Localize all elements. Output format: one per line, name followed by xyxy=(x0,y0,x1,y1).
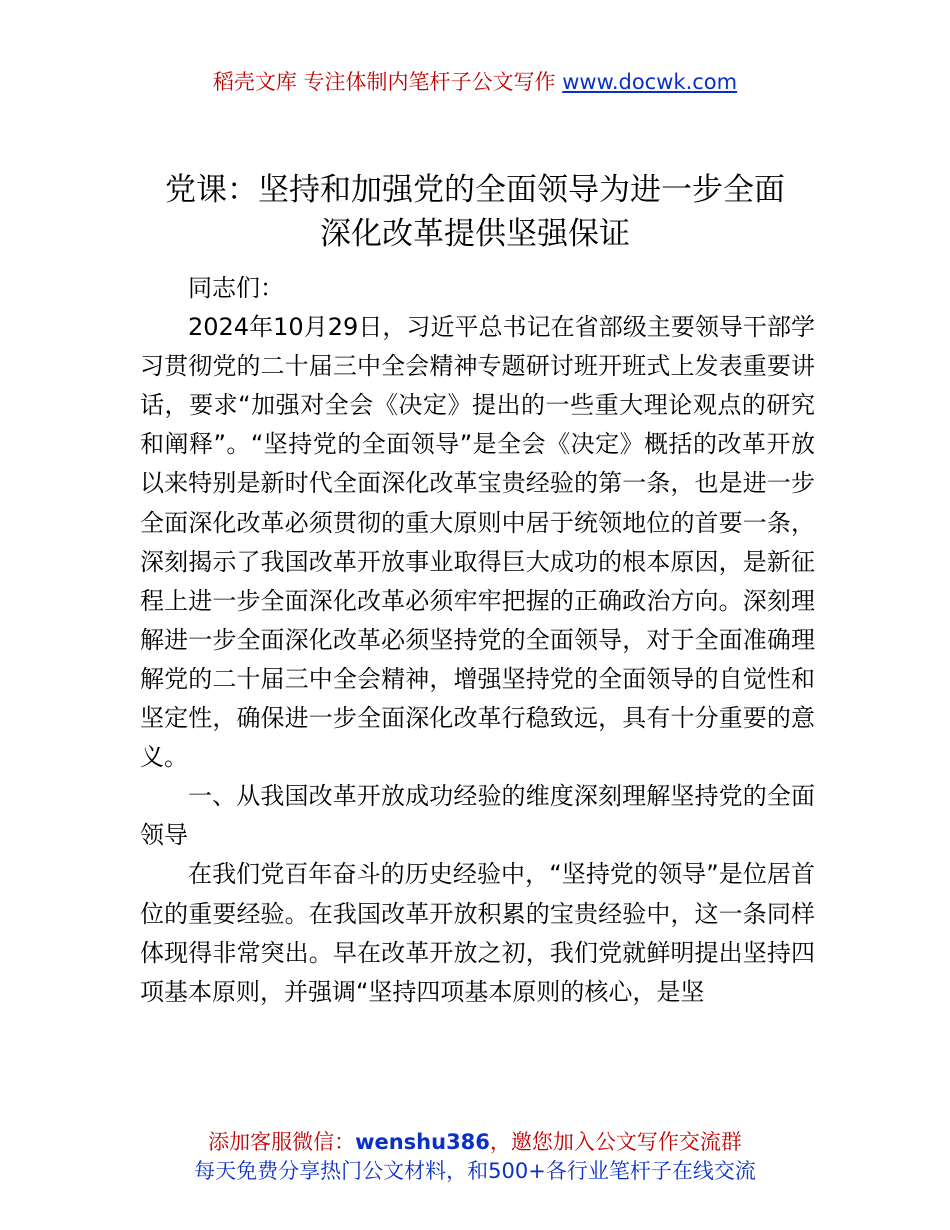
title-line-2: 深化改革提供坚强保证 xyxy=(320,216,630,252)
paragraph-section-1: 在我们党百年奋斗的历史经验中，“坚持党的领导”是位居首位的重要经验。在我国改革开放积累的宝贵经验中，这一条同样体现得非常突出。早在改革开放之初，我们党就鲜明提出坚持四项基本原则，并强调“坚持四项基本原则的核心，是坚 xyxy=(140,860,815,1006)
page-header xyxy=(0,66,950,98)
footer-wechat-id: wenshu386 xyxy=(355,1130,490,1154)
footer-wechat-prefix: 添加客服微信： xyxy=(208,1130,356,1154)
page-footer xyxy=(0,1128,950,1186)
header-site-text: 稻壳文库 专注体制内笔杆子公文写作 xyxy=(212,70,563,94)
salutation: 同志们： xyxy=(188,274,284,302)
document-body xyxy=(140,269,815,1012)
footer-line-2: 每天免费分享热门公文材料，和500+各行业笔杆子在线交流 xyxy=(194,1159,756,1183)
footer-wechat-suffix: ，邀您加入公文写作交流群 xyxy=(489,1130,742,1154)
header-site-link[interactable]: www.docwk.com xyxy=(562,70,738,94)
footer-line-1 xyxy=(0,1128,950,1157)
section-heading-1: 一、从我国改革开放成功经验的维度深刻理解坚持党的全面领导 xyxy=(140,782,815,850)
document-title xyxy=(60,168,890,256)
paragraph-intro: 2024年10月29日，习近平总书记在省部级主要领导干部学习贯彻党的二十届三中全会精神专题研讨班开班式上发表重要讲话，要求“加强对全会《决定》提出的一些重大理论观点的研究和阐释”。“坚持党的全面领导”是全会《决定》概括的改革开放以来特别是新时代全面深化改革宝贵经验的第一条，也是进一步全面深化改革必须贯彻的重大原则中居于统领地位的首要一条，深刻揭示了我国改革开放事业取得巨大成功的根本原因，是新征程上进一步全面深化改革必须牢牢把握的正确政治方向。深刻理解进一步全面深化改革必须坚持党的全面领导，对于全面准确理解党的二十届三中全会精神，增强坚持党的全面领导的自觉性和坚定性，确保进一步全面深化改革行稳致远，具有十分重要的意义。 xyxy=(140,313,815,772)
title-line-1: 党课：坚持和加强党的全面领导为进一步全面 xyxy=(165,172,785,208)
